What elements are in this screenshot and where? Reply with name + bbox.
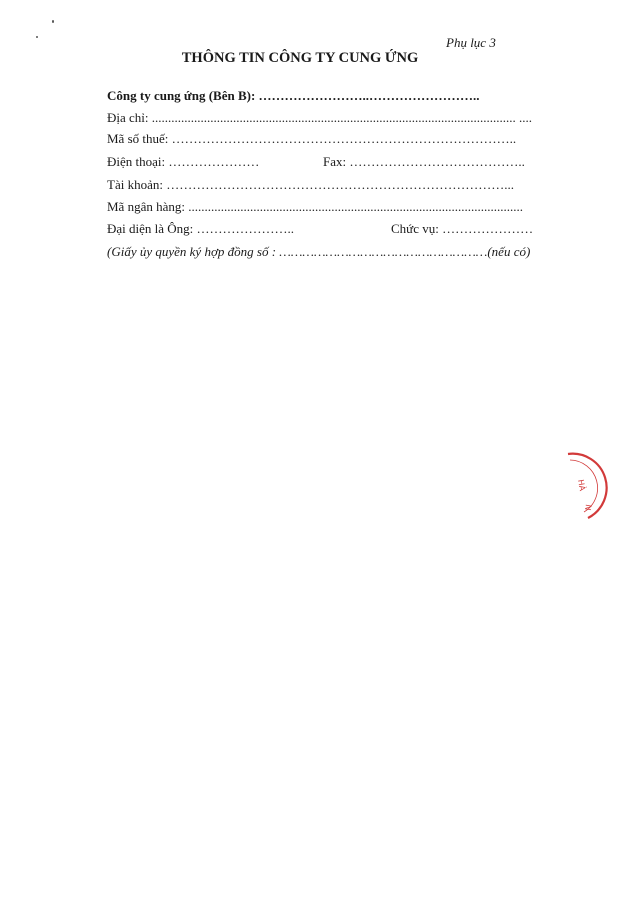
tax-code-field: Mã số thuế: …………………………………………………………………….. [107,131,517,146]
appendix-label: Phụ lục 3 [446,35,496,50]
stamp-letter: N [582,503,593,512]
stamp-letter: HÀ [576,478,587,492]
bank-code-field: Mã ngân hàng: ....................................................................................................... [107,199,523,214]
fax-field: Fax: ………………………………….. [323,154,525,169]
account-field: Tài khoản: ……………………………………………………………………... [107,177,514,192]
address-field: Địa chỉ: ................................................................................................................ .... [107,110,533,125]
representative-field: Đại diện là Ông: ………………….. [107,221,295,236]
page-title: THÔNG TIN CÔNG TY CUNG ỨNG [181,50,419,66]
position-field: Chức vụ: ………………… [391,221,534,236]
scan-speck [36,36,38,38]
supplier-field: Công ty cung ứng (Bên B): ……………………..…………………….. [107,88,480,103]
scan-speck [52,20,54,23]
phone-field: Điện thoại: ………………… [107,154,260,169]
partial-red-stamp [548,446,628,526]
authorization-note: (Giấy ủy quyền ký hợp đồng số : ………………………………………………(nếu có) [107,244,531,259]
